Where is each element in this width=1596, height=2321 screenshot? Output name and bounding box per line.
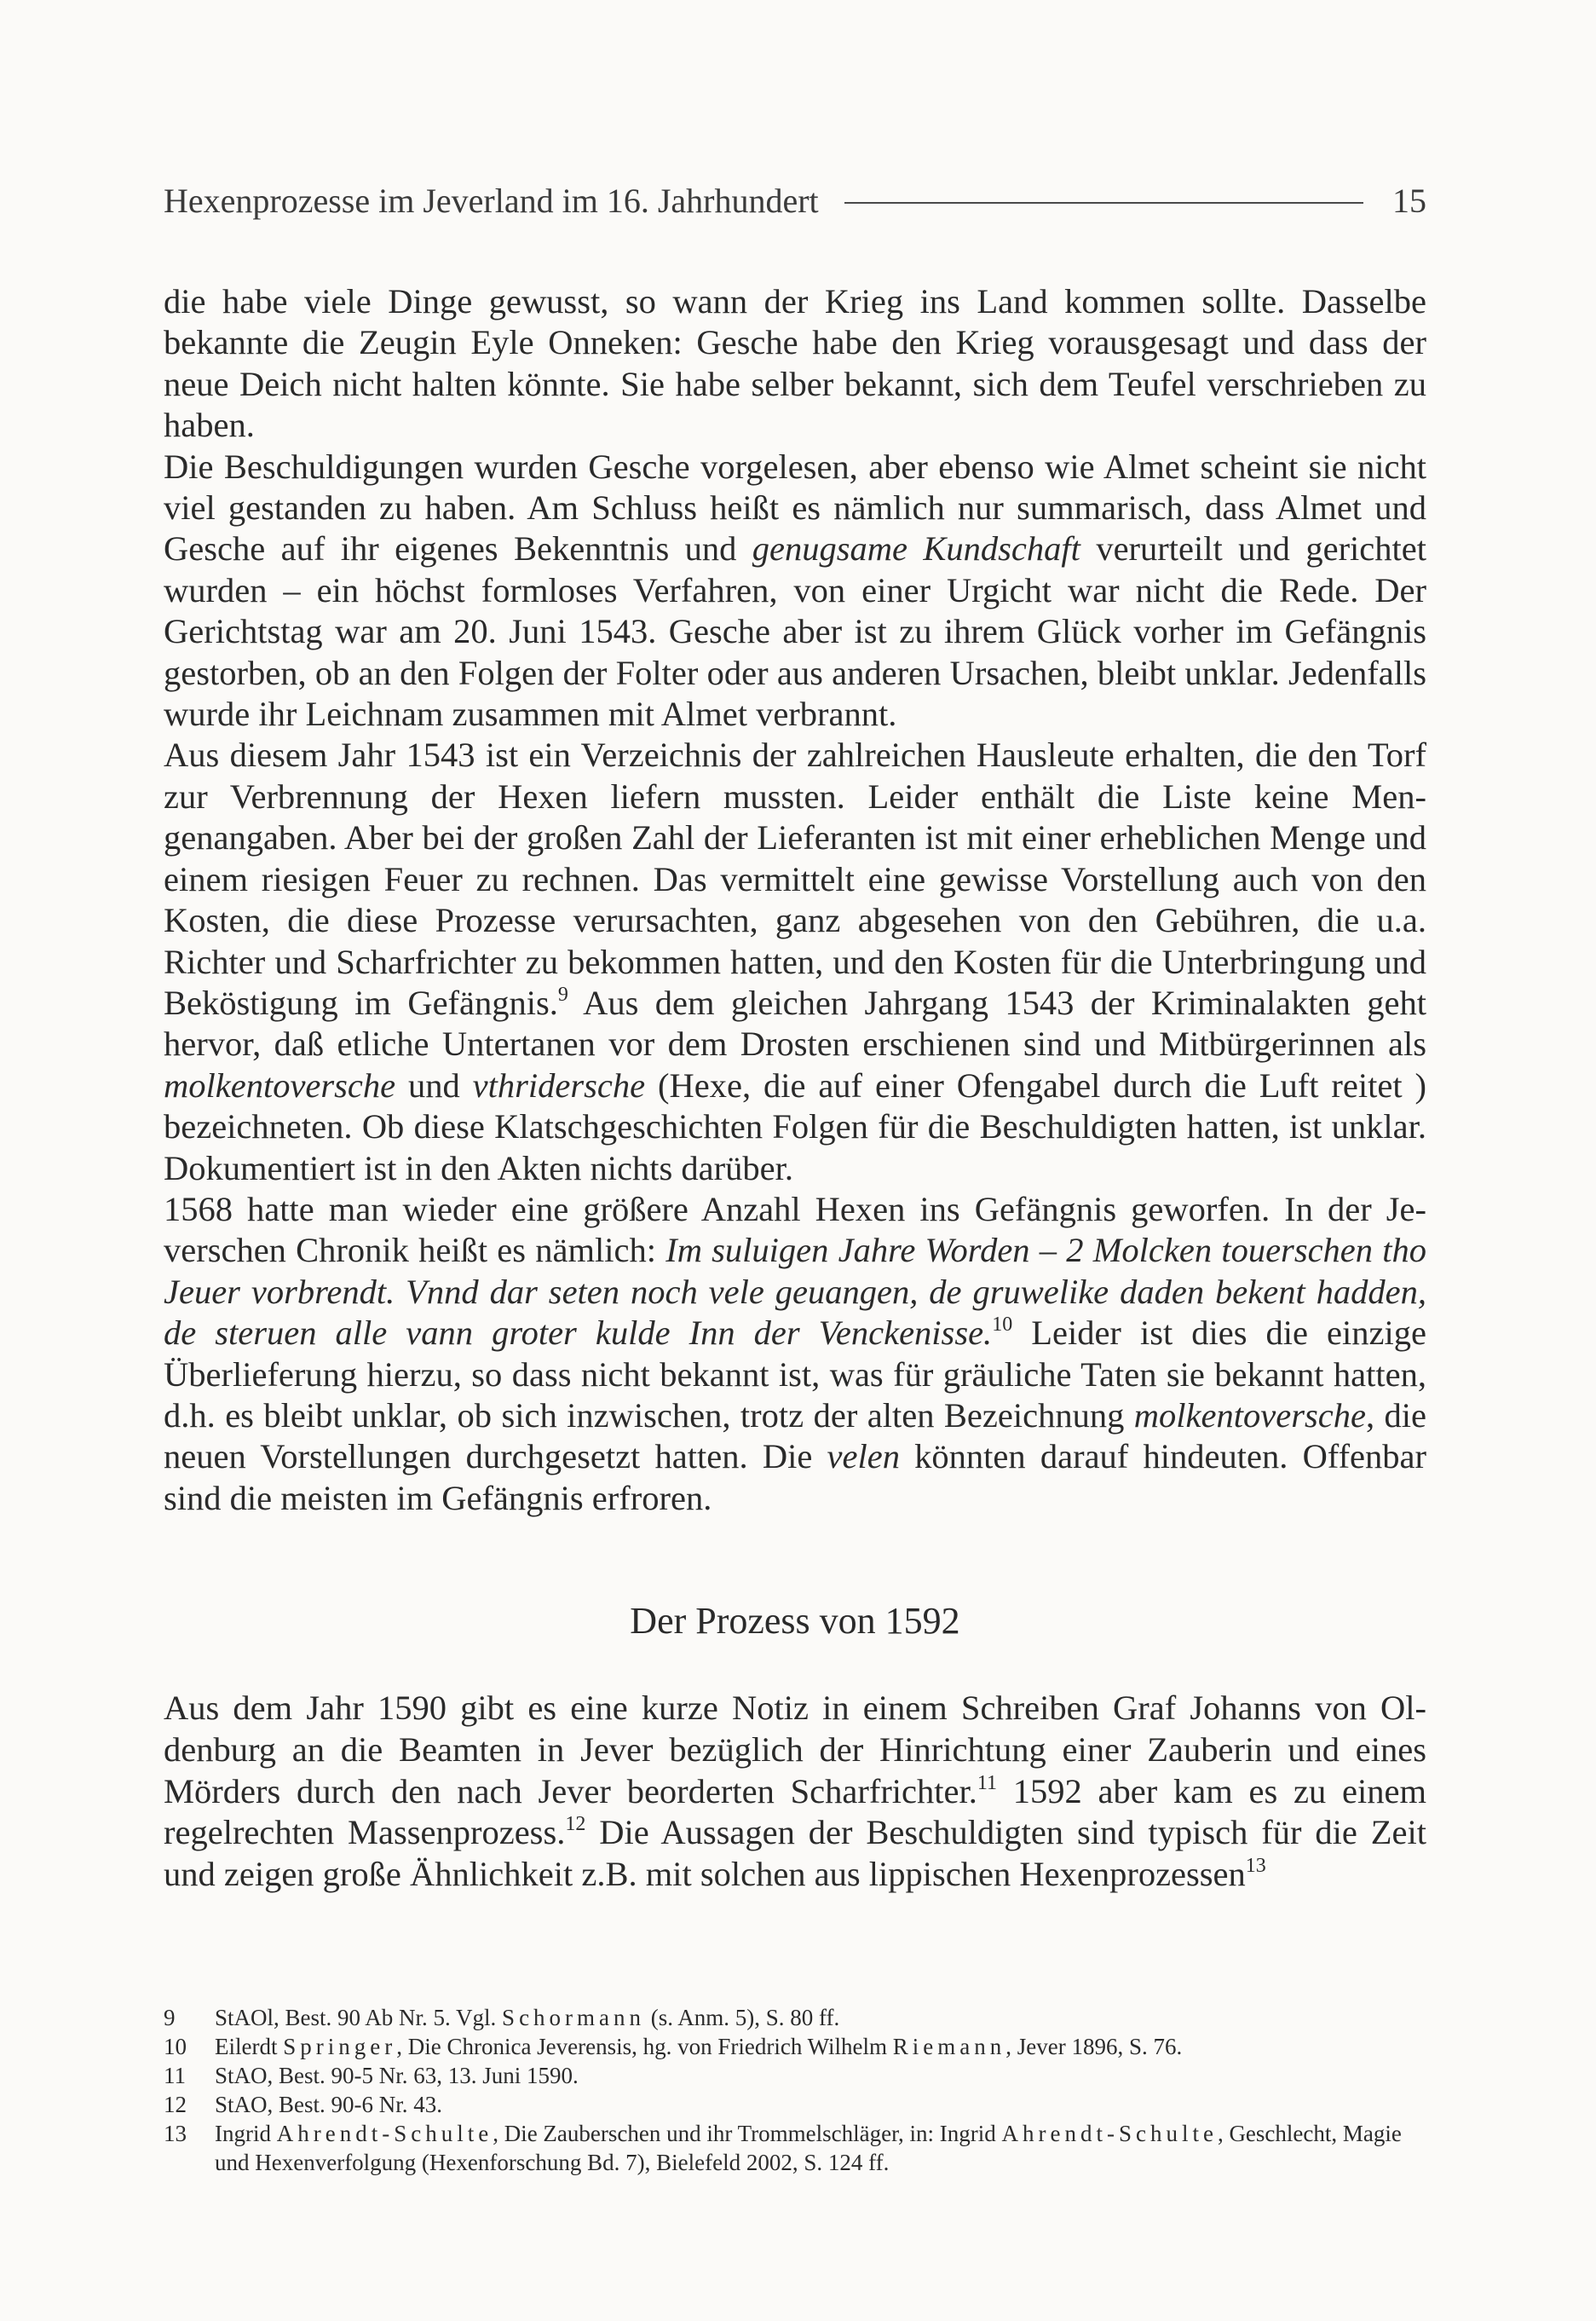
page-number: 15	[1392, 181, 1426, 220]
footnotes	[164, 2003, 1426, 2177]
section-text	[164, 1688, 1426, 1896]
footnote-number: 13	[164, 2121, 187, 2146]
footnote	[164, 2003, 1426, 2032]
footnote	[164, 2090, 1426, 2119]
italic-quote: genugsame Kundschaft	[752, 529, 1080, 569]
footnote	[164, 2032, 1426, 2061]
footnote-ref[interactable]: 11	[977, 1771, 997, 1794]
main-text	[164, 281, 1426, 1519]
footnote-text: StAO, Best. 90-5 Nr. 63, 13. Juni 1590.	[215, 2063, 579, 2088]
footnote-ref[interactable]: 13	[1245, 1855, 1266, 1878]
italic-quote: Im suluigen Jahre Worden – 2 Molcken touerschen tho Jeuer vorbrendt. Vnnd dar seten noch vele geuangen, de gruwelike daden bekent hadden, de steruen alle vann groter kulde Inn der Venckenisse.	[164, 1231, 1427, 1353]
footnote-text: StAO, Best. 90-6 Nr. 43.	[215, 2092, 443, 2117]
header-rule	[844, 202, 1363, 204]
paragraph: Aus diesem Jahr 1543 ist ein Verzeichnis der zahlreichen Hausleute erhalten, die den Torf zur Verbrennung der Hexen liefern mussten. Leider enthält die Liste keine Mengenangaben. Aber bei der großen Zahl der Lieferanten ist mit einer erheblichen Menge und einem riesigen Feuer zu rechnen. Das vermittelt eine gewisse Vorstellung auch von den Kosten, die diese Prozesse verursachten, ganz abgesehen von den Gebühren, die u.a. Richter und Scharfrichter zu bekommen hatten, und den Kosten für die Unterbringung und Beköstigung im Gefängnis.$^9$ Aus dem gleichen Jahrgang 1543 der Kriminalakten geht hervor, daß etliche Untertanen vor dem Drosten erschienen sind und Mitbürgerinnen als molkentoversche und vthridersche (Hexe, die auf einer Ofengabel durch die Luft reitet ) bezeichneten. Ob diese Klatschgeschichten Folgen für die Beschuldigten hatten, ist unklar. Dokumentiert ist in den Akten nichts darüber.	[164, 736, 1426, 1187]
footnote-text: StAOl, Best. 90 Ab Nr. 5. Vgl. Schormann (s. Anm. 5), S. 80 ff.	[215, 2005, 840, 2030]
footnote-ref[interactable]: 9	[557, 983, 568, 1006]
footnote-ref[interactable]: 10	[992, 1314, 1013, 1337]
italic-term: vthridersche	[472, 1065, 646, 1105]
author-name: Springer	[283, 2034, 397, 2059]
footnote	[164, 2119, 1426, 2177]
footnote	[164, 2061, 1426, 2090]
running-header	[164, 175, 1426, 226]
footnote-number: 10	[164, 2034, 187, 2059]
paragraph: 1568 hatte man wieder eine größere Anzahl Hexen ins Gefängnis geworfen. In der Jeverschen Chronik heißt es nämlich: Im suluigen Jahre Worden – 2 Molcken touerschen tho Jeuer vorbrendt. Vnnd dar seten noch vele geuangen, de gruwelike daden bekent hadden, de steruen alle vann groter kulde Inn der Venckenisse.$^{10}$ Leider ist dies die einzige Überlieferung hierzu, so dass nicht bekannt ist, was für gräuliche Taten sie bekannt hatten, d.h. es bleibt unklar, ob sich inzwischen, trotz der alten Bezeichnung molkentoversche, die neuen Vorstellungen durchgesetzt hatten. Die velen könnten darauf hindeuten. Offenbar sind die meisten im Gefängnis erfroren.	[164, 1189, 1427, 1517]
italic-term: molkentoversche	[164, 1065, 396, 1105]
author-name: Ahrendt-Schulte	[1001, 2121, 1218, 2146]
italic-term: velen	[827, 1437, 900, 1476]
section-heading: Der Prozess von 1592	[630, 1600, 960, 1642]
footnote-text: Eilerdt Springer, Die Chronica Jeverensis, hg. von Friedrich Wilhelm Riemann, Jever 1896, S. 76.	[215, 2034, 1183, 2059]
footnote-number: 12	[164, 2092, 187, 2117]
author-name: Riemann	[892, 2034, 1006, 2059]
author-name: Schormann	[502, 2005, 646, 2030]
footnote-ref[interactable]: 12	[565, 1813, 586, 1836]
paragraph: Aus dem Jahr 1590 gibt es eine kurze Notiz in einem Schreiben Graf Johanns von Oldenburg an die Beamten in Jever bezüglich der Hinrichtung einer Zauberin und eines Mörders durch den nach Jever beorderten Scharfrichter.$^{11}$ 1592 aber kam es zu einem regelrechten Massenprozess.$^{12}$ Die Aussagen der Beschuldigten sind typisch für die Zeit und zeigen große Ähnlichkeit z.B. mit solchen aus lippischen Hexenprozessen$^{13}$	[164, 1689, 1426, 1894]
paragraph: Die Beschuldigungen wurden Gesche vorgelesen, aber ebenso wie Almet scheint sie nicht viel gestanden zu haben. Am Schluss heißt es nämlich nur summarisch, dass Almet und Gesche auf ihr eigenes Bekenntnis und genugsame Kundschaft verurteilt und gerichtet wurden – ein höchst formloses Verfahren, von einer Urgicht war nicht die Rede. Der Gerichtstag war am 20. Juni 1543. Gesche aber ist zu ihrem Glück vorher im Gefängnis gestorben, ob an den Folgen der Folter oder aus anderen Ursachen, bleibt unklar. Jedenfalls wurde ihr Leichnam zusammen mit Almet verbrannt.	[164, 447, 1427, 734]
author-name: Ahrendt-Schulte	[276, 2121, 493, 2146]
footnote-text: Ingrid Ahrendt-Schulte, Die Zauberschen und ihr Trommelschläger, in: Ingrid Ahrendt-Schulte, Geschlecht, Magie und Hexenverfolgung (Hexenforschung Bd. 7), Bielefeld 2002, S. 124 ff.	[215, 2121, 1402, 2175]
footnote-number: 11	[164, 2063, 186, 2088]
italic-term: molkentoversche	[1133, 1395, 1366, 1435]
running-title: Hexenprozesse im Jeverland im 16. Jahrhundert	[164, 181, 819, 220]
footnote-number: 9	[164, 2005, 176, 2030]
paragraph: die habe viele Dinge gewusst, so wann der Krieg ins Land kommen sollte. Dasselbe bekannte die Zeugin Eyle Onneken: Gesche habe den Krieg vorausgesagt und dass der neue Deich nicht halten könnte. Sie habe selber bekannt, sich dem Teufel verschrieben zu haben.	[164, 282, 1426, 445]
